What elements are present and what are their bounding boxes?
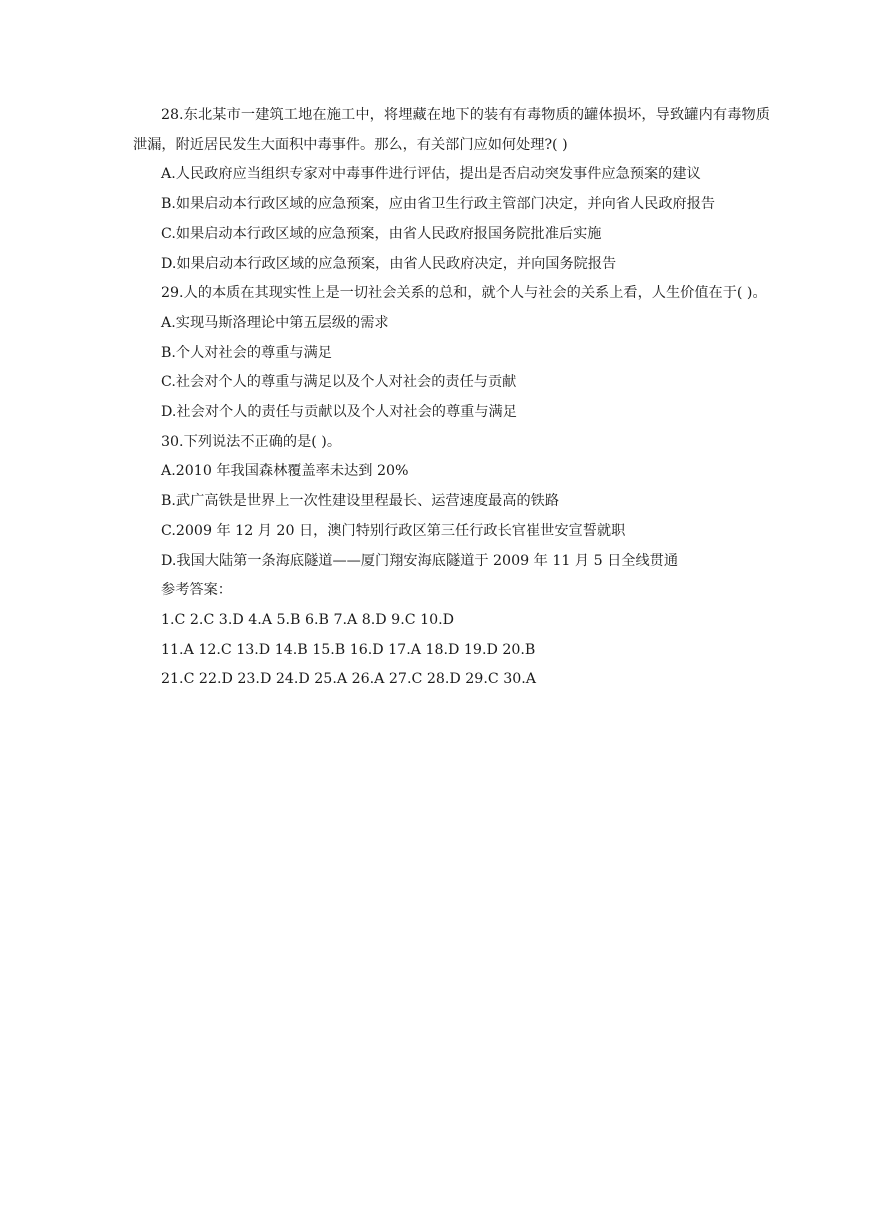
question-29-option-a: A.实现马斯洛理论中第五层级的需求: [161, 314, 389, 331]
question-29-stem: 29.人的本质在其现实性上是一切社会关系的总和，就个人与社会的关系上看，人生价值在于( )。: [161, 285, 767, 302]
question-30-option-a: A.2010 年我国森林覆盖率未达到 20%: [161, 463, 409, 480]
question-28-stem: 28.东北某市一建筑工地在施工中，将埋藏在地下的装有有毒物质的罐体损坏，导致罐内有毒物质泄漏，附近居民发生大面积中毒事件。那么，有关部门应如何处理?( ): [133, 107, 770, 153]
question-28-option-b: B.如果启动本行政区域的应急预案，应由省卫生行政主管部门决定，并向省人民政府报告: [161, 196, 716, 213]
question-30-option-c: C.2009 年 12 月 20 日，澳门特别行政区第三任行政长官崔世安宣誓就职: [161, 522, 626, 539]
question-28-option-c: C.如果启动本行政区域的应急预案，由省人民政府报国务院批准后实施: [161, 225, 602, 242]
question-29-option-c: C.社会对个人的尊重与满足以及个人对社会的责任与贡献: [161, 374, 517, 391]
question-28-option-a: A.人民政府应当组织专家对中毒事件进行评估，提出是否启动突发事件应急预案的建议: [161, 166, 701, 183]
answer-key-row-2: 11.A 12.C 13.D 14.B 15.B 16.D 17.A 18.D 19.D 20.B: [161, 641, 536, 658]
question-29-option-d: D.社会对个人的责任与贡献以及个人对社会的尊重与满足: [161, 404, 517, 421]
question-30-stem: 30.下列说法不正确的是( )。: [161, 433, 342, 450]
answer-key-heading: 参考答案：: [161, 582, 232, 599]
document-body: [133, 101, 770, 695]
question-30-option-d: D.我国大陆第一条海底隧道——厦门翔安海底隧道于 2009 年 11 月 5 日全线贯通: [161, 552, 679, 569]
answer-key-row-1: 1.C 2.C 3.D 4.A 5.B 6.B 7.A 8.D 9.C 10.D: [161, 611, 455, 628]
question-28-option-d: D.如果启动本行政区域的应急预案，由省人民政府决定，并向国务院报告: [161, 255, 617, 272]
question-29-option-b: B.个人对社会的尊重与满足: [161, 344, 332, 361]
question-30-option-b: B.武广高铁是世界上一次性建设里程最长、运营速度最高的铁路: [161, 493, 560, 510]
answer-key-row-3: 21.C 22.D 23.D 24.D 25.A 26.A 27.C 28.D 29.C 30.A: [161, 671, 537, 688]
